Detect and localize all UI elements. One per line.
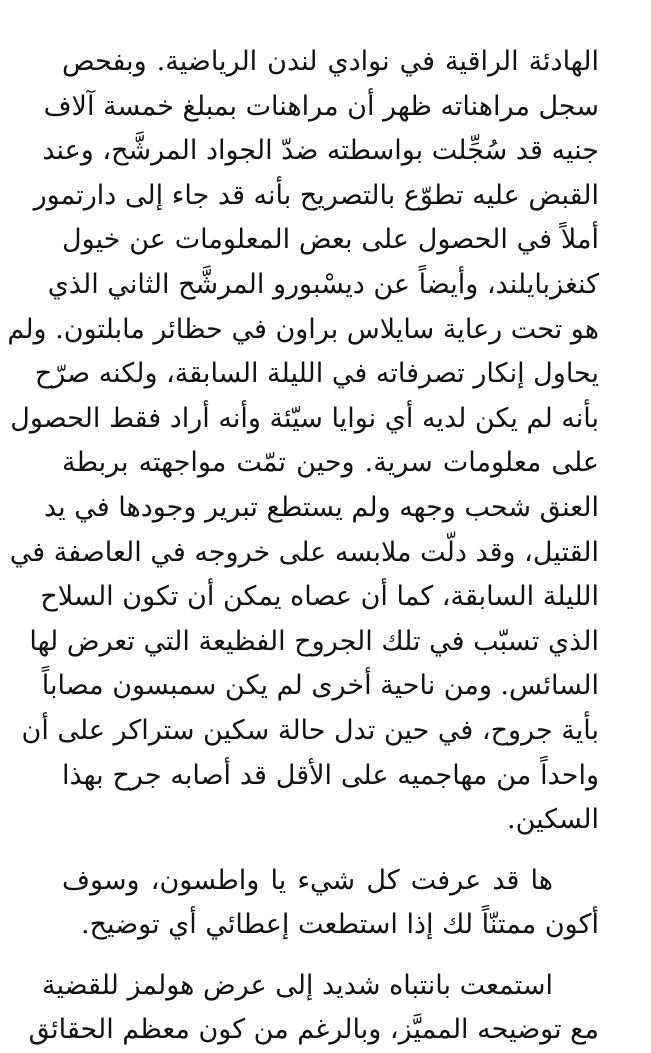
text-line: أكون ممتنّاً لك إذا استطعت إعطائي أي توضيح. [81, 909, 599, 941]
text-line: كنغزبايلند، وأيضاً عن ديسْبورو المرشَّح الثاني الذي [47, 268, 599, 300]
text-line: القتيل، وقد دلّت ملابسه على خروجه في العاصفة في [9, 536, 599, 568]
text-line: العنق شحب وجهه ولم يستطع تبرير وجودها في يد [43, 491, 599, 523]
text-line: جنيه قد سُجِّلت بواسطته ضدّ الجواد المرشَّح، وعند [42, 135, 599, 167]
text-line: واحداً من مهاجميه على الأقل قد أصابه جرح بهذا [62, 759, 599, 791]
text-line: ها قد عرفت كل شيء يا واطسون، وسوف [62, 864, 553, 896]
text-line: السكين. [506, 804, 599, 836]
text-line: هو تحت رعاية سايلاس براون في حظائر مابلتون. ولم [7, 313, 599, 345]
paragraph [28, 964, 599, 1053]
text-line: استمعت بانتباه شديد إلى عرض هولمز للقضية [42, 969, 553, 1001]
text-line: الليلة السابقة، كما أن عصاه يمكن أن تكون السلاح [40, 581, 599, 613]
paragraph [7, 40, 599, 843]
text-line: على معلومات سرية. وحين تمّت مواجهته بربطة [62, 447, 599, 479]
paragraph [62, 859, 599, 948]
text-line: بأية جروح، في حين تدل حالة سكين ستراكر على أن [21, 714, 599, 746]
body-text [7, 40, 599, 1053]
text-line: أملاً في الحصول على بعض المعلومات عن خيول [62, 224, 599, 256]
text-line: القبض عليه تطوّع بالتصريح بأنه قد جاء إلى دارتمور [33, 179, 599, 211]
text-line: مع توضيحه المميَّز، وبالرغم من كون معظم الحقائق [28, 1014, 599, 1046]
text-line: سجل مراهناته ظهر أن مراهنات بمبلغ خمسة آلاف [43, 90, 599, 122]
text-line: بأنه لم يكن لديه أي نوايا سيّئة وأنه أراد فقط الحصول [10, 402, 599, 434]
text-line: الذي تسبّب في تلك الجروح الفظيعة التي تعرض لها [29, 625, 599, 657]
text-line: السائس. ومن ناحية أخرى لم يكن سمبسون مصاباً [41, 670, 599, 702]
text-line: الهادئة الراقية في نوادي لندن الرياضية. وبفحص [62, 46, 599, 77]
text-line: يحاول إنكار تصرفاته في الليلة السابقة، ولكنه صرّح [34, 358, 599, 390]
